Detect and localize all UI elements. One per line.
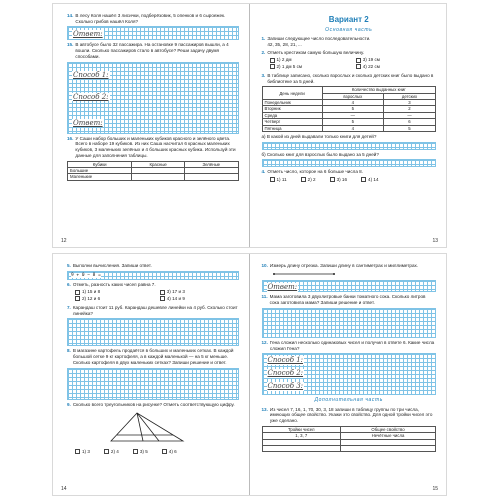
task-4: 4. Отметь число, которое на 6 больше числа 8. <box>261 169 363 175</box>
segment-end <box>273 273 275 275</box>
outer-triangle <box>111 413 183 441</box>
option[interactable]: 1) 2 дм <box>270 57 350 63</box>
task-7: 7. Карандаш стоит 11 руб. Карандаш дешевле линейки на 4 руб. Сколько стоит линейка? <box>67 304 238 316</box>
checkbox[interactable] <box>75 449 80 454</box>
task-12: 12. Гена сложил несколько одинаковых чисел и получил в ответе 6. Какие числа сложил Гена? <box>261 339 435 351</box>
way-1-label: Способ 1: <box>73 70 109 79</box>
option[interactable]: 2) 12 и 6 <box>75 296 154 302</box>
page-number: 15 <box>432 485 438 492</box>
section-title: Дополнительная часть <box>314 397 384 404</box>
triple-cell[interactable] <box>262 445 341 451</box>
checkbox[interactable] <box>356 58 361 63</box>
answer-grid-12[interactable] <box>262 353 437 395</box>
task-10: 10. Измерь длину отрезка. Запиши длину в сантиметрах и миллиметрах. <box>261 263 419 268</box>
checkbox[interactable] <box>270 64 275 69</box>
answer-grid-15[interactable] <box>67 62 239 134</box>
task-9: 9. Сколько всего треугольников на рисунке? Отметь соответствующую цифру. <box>67 401 235 407</box>
task-4-options <box>270 177 437 183</box>
checkbox[interactable] <box>301 177 306 182</box>
answer-label: Ответ: <box>73 30 103 39</box>
option[interactable]: 4) 22 см <box>356 64 436 70</box>
cell-small-green[interactable] <box>185 174 238 180</box>
way-3-label: Способ 3: <box>267 382 304 391</box>
segment <box>272 271 392 277</box>
option[interactable]: 3) 5 <box>133 449 148 455</box>
task-6-options <box>75 289 239 301</box>
option[interactable]: 2) 2 <box>301 177 316 183</box>
question-a: а) В какой из дней выдавали только книги для детей? <box>261 133 377 139</box>
option[interactable]: 1) 3 <box>75 449 90 455</box>
cubes-table: Кубики Красные Зелёные Большие Маленькие <box>67 161 239 181</box>
checkbox[interactable] <box>104 449 109 454</box>
sequence: 42, 35, 28, 21, ... <box>267 41 302 47</box>
checkbox[interactable] <box>162 449 167 454</box>
question-b: б) Сколько книг для взрослых было выдано за 5 дней? <box>261 151 379 157</box>
answer-grid-11[interactable] <box>262 308 437 338</box>
option[interactable]: 4) 14 и 9 <box>160 296 239 302</box>
option[interactable]: 4) 14 <box>361 177 378 183</box>
task-15: 15. В автобусе было 32 пассажира. На остановке 9 пассажиров вышли, а 4 вошли. Сколько пассажиров стало в автобусе? Реши задачу двумя способами. <box>67 42 239 59</box>
task-1: 1. Запиши следующее число последовательности. 42, 35, 28, 21, ... <box>261 36 371 47</box>
task-6: 6. Отметь, разность каких чисел равна 7. <box>67 281 156 287</box>
library-table: День недели Количество выданных книг взрослых детских Понедельник 4 3 Вторник 5 2 Среда — — Четверг 5 6 Пятница 4 5 <box>262 86 437 132</box>
checkbox[interactable] <box>361 177 366 182</box>
option[interactable]: 3) 16 <box>330 177 347 183</box>
answer-grid-14[interactable] <box>67 26 239 40</box>
checkbox[interactable] <box>160 296 165 301</box>
checkbox[interactable] <box>75 290 80 295</box>
expression: 9 + 0 − 8 = <box>71 272 101 278</box>
triples-table: Тройки чисел Общее свойство 1, 3, 7 Нечётные числа <box>262 426 437 452</box>
answer-grid-5[interactable] <box>67 271 239 280</box>
task-8: 8. В магазине картофель продаётся в больших и маленьких сетках. В каждой большой сетке 9 кг картофеля, а в каждой маленькой — на 5 кг меньше. Сколько картофеля в двух маленьких сетках? Запиши решение и ответ. <box>67 348 234 365</box>
page-15 <box>250 254 447 495</box>
option[interactable]: 1) 11 <box>270 177 287 183</box>
page-number: 12 <box>61 237 67 244</box>
cell-small-red[interactable] <box>132 174 185 180</box>
option[interactable]: 3) 17 и 3 <box>160 289 239 295</box>
checkbox[interactable] <box>356 64 361 69</box>
checkbox[interactable] <box>270 58 275 63</box>
top-spread <box>52 3 447 248</box>
section-title: Основная часть <box>325 27 373 33</box>
answer-grid-10[interactable] <box>262 280 437 292</box>
page-14 <box>53 254 250 495</box>
way-1-label: Способ 1: <box>267 356 304 365</box>
page-13 <box>250 4 447 247</box>
task-13: 13. Из чисел 7, 16, 1, 70, 30, 3, 18 запиши в таблицу группы по три числа, имеющих общее свойство. Укажи это свойство. Для одной тройки чисел это уже сделано. <box>261 406 433 424</box>
segment-end <box>333 273 335 275</box>
answer-label: Ответ: <box>73 118 103 127</box>
property-cell[interactable] <box>341 445 436 451</box>
triangles-figure <box>107 411 187 445</box>
answer-grid-8[interactable] <box>67 368 239 400</box>
page-number: 13 <box>432 237 438 244</box>
checkbox[interactable] <box>160 290 165 295</box>
option[interactable]: 2) 4 <box>104 449 119 455</box>
task-15-text: В автобусе было 32 пассажира. На остановке 9 пассажиров вышли, а 4 вошли. Сколько пассажиров стало в автобусе? Реши задачу двумя способами. <box>75 42 229 59</box>
checkbox[interactable] <box>270 177 275 182</box>
answer-grid-7[interactable] <box>67 318 239 346</box>
option[interactable]: 2) 1 дм 5 см <box>270 64 350 70</box>
checkbox[interactable] <box>330 177 335 182</box>
checkbox[interactable] <box>133 449 138 454</box>
option[interactable]: 3) 19 см <box>356 57 436 63</box>
task-3: 3. В таблице записано, сколько взрослых и сколько детских книг было выдано в библиотеке за 5 дней. <box>261 72 434 84</box>
page-12 <box>53 4 250 247</box>
answer-label: Ответ: <box>267 283 298 292</box>
task-14: 14. В лесу Коля нашёл 3 лисички, подберёзовик, 5 опенков и 6 сыроежек. Сколько грибов нашёл Коля? <box>67 13 239 24</box>
task-16: 16. У Саши набор больших и маленьких кубиков красного и зелёного цвета. Всего в наборе 19 кубиков. Из них Саша насчитал 6 красных маленьких кубиков, 3 маленьких зелёных и 4 больших красных кубика. Используй эти данные для заполнения таблицы. <box>67 136 239 159</box>
task-11: 11. Мама заготовила 3 двухлитровые банки томатного сока. Сколько литров сока заготовила мама? Запиши решение и ответ. <box>261 294 426 306</box>
page-number: 14 <box>61 485 67 492</box>
bottom-spread <box>52 253 447 496</box>
answer-grid-3b[interactable] <box>262 159 437 167</box>
way-2-label: Способ 2: <box>73 92 109 101</box>
task-2-options <box>270 57 437 69</box>
task-16-text: У Саши набор больших и маленьких кубиков красного и зелёного цвета. Всего в наборе 19 кубиков. Из них Саша насчитал 6 красных маленьких кубиков, 3 маленьких зелёных и 4 больших красных кубика. Используй эти данные для заполнения таблицы. <box>75 135 236 158</box>
task-14-text: В лесу Коля нашёл 3 лисички, подберёзовик, 5 опенков и 6 сыроежек. Сколько грибов нашёл Коля? <box>75 13 226 24</box>
checkbox[interactable] <box>75 296 80 301</box>
variant-title: Вариант 2 <box>328 15 369 24</box>
option[interactable]: 4) 6 <box>162 449 177 455</box>
answer-grid-3a[interactable] <box>262 142 437 150</box>
way-2-label: Способ 2: <box>267 369 304 378</box>
option[interactable]: 1) 15 и 8 <box>75 289 154 295</box>
task-2: 2. Отметь крестиком самую большую величину. <box>261 49 365 55</box>
task-9-options <box>75 449 239 455</box>
task-5: 5. Выполни вычисления. Запиши ответ. <box>67 263 152 268</box>
